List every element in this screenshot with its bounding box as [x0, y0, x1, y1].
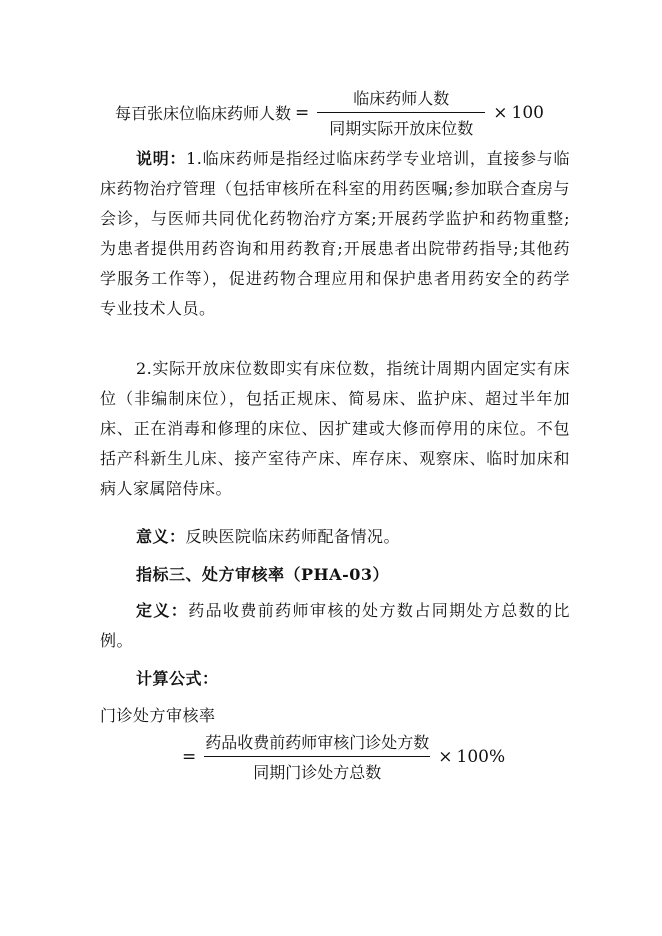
indicator3-heading: 指标三、处方审核率（PHA-03） [136, 565, 389, 584]
formula2-fraction [204, 730, 430, 783]
formula1-equals: = [295, 102, 310, 123]
note1-paragraph [100, 144, 570, 324]
formula-beds-per-hundred [115, 86, 544, 139]
definition-text: 药品收费前药师审核的处方数占同期处方总数的比例。 [100, 601, 570, 650]
formula2-factor: 100% [456, 746, 506, 767]
formula1-times: × [493, 102, 508, 123]
note2-text: 2.实际开放床位数即实有床位数，指统计周期内固定实有床位（非编制床位），包括正规床、简易床、监护床、超过半年加床、正在消毒和修理的床位、因扩建或大修而停用的床位。不包括产科新生儿床、接产室待产床、库存床、观察床、临时加床和病人家属陪侍床。 [100, 359, 570, 498]
significance-label: 意义： [136, 527, 186, 546]
note1-label: 说明： [136, 149, 187, 168]
significance-paragraph [100, 522, 570, 552]
definition-label: 定义： [136, 601, 189, 620]
note2-paragraph [100, 354, 570, 504]
formula1-fraction [317, 86, 485, 139]
formula1-lhs: 每百张床位临床药师人数 [115, 104, 292, 123]
formula2-numerator: 药品收费前药师审核门诊处方数 [205, 733, 430, 752]
formula1-numerator: 临床药师人数 [353, 89, 450, 108]
formula2-times: × [438, 746, 453, 767]
formula1-denominator: 同期实际开放床位数 [329, 119, 474, 138]
calc-heading: 计算公式： [136, 669, 219, 688]
definition-paragraph [100, 596, 570, 656]
formula2-denominator: 同期门诊处方总数 [253, 763, 382, 782]
formula2-lhs: 门诊处方审核率 [100, 706, 216, 725]
significance-text: 反映医院临床药师配备情况。 [185, 527, 401, 546]
formula1-factor: 100 [511, 102, 544, 123]
note1-text: 1.临床药师是指经过临床药学专业培训，直接参与临床药物治疗管理（包括审核所在科室的用药医嘱;参加联合查房与会诊，与医师共同优化药物治疗方案;开展药学监护和药物重整;为患者提供用药咨询和用药教育;开展患者出院带药指导;其他药学服务工作等），促进药物合理应用和保护患者用药安全的药学专业技术人员。 [100, 149, 570, 318]
formula2-equals: = [182, 746, 197, 767]
formula-prescription-review-rate [178, 730, 505, 783]
